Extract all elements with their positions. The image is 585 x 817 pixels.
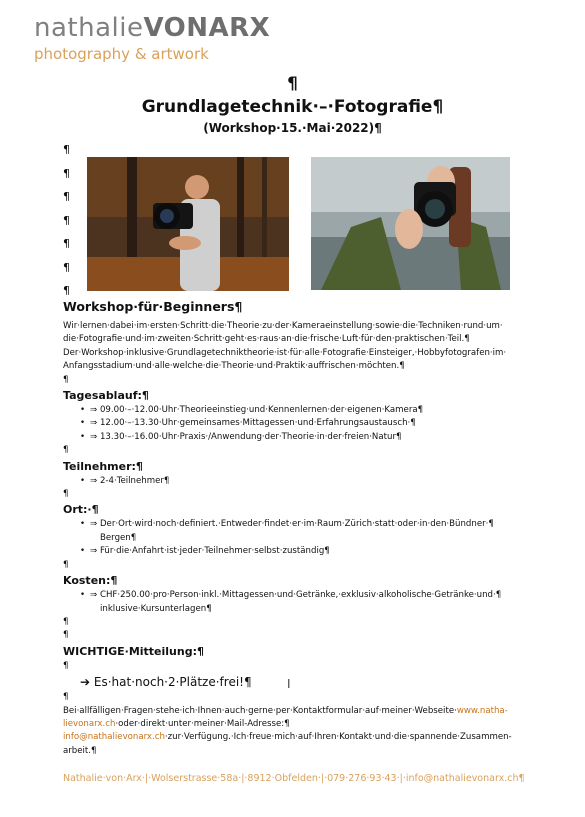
- empty-paragraph: ¶: [63, 559, 69, 570]
- pilcrow-line: ¶: [63, 260, 70, 274]
- logo-tagline-b: tography & artwork: [62, 45, 209, 63]
- bullet: •: [80, 519, 86, 530]
- bullet: •: [80, 475, 86, 486]
- intro-line: die·Fotografie·und·im·zweiten·Schritt·geht·es·raus·an·die·frische·Luft·für·den·praktischen·Teil.¶: [63, 334, 470, 345]
- pilcrow-line: ¶: [63, 143, 70, 156]
- list-item: [63, 431, 533, 444]
- pilcrow-line: ¶: [63, 237, 70, 250]
- list-item: [63, 545, 533, 558]
- empty-paragraph: ¶: [63, 374, 69, 385]
- list-item-text: Für·die·Anfahrt·ist·jeder·Teilnehmer·selbst·zuständig¶: [99, 546, 330, 557]
- list-item-text: 13.30·–·16.00·Uhr·Praxis·/Anwendung·der·Theorie·in·der·freien·Natur¶: [99, 431, 402, 442]
- list-item: [63, 404, 533, 417]
- arrow-marker: ⇒: [90, 418, 98, 429]
- arrow-marker: ⇒: [90, 546, 98, 557]
- arrow-marker: ⇒: [90, 431, 98, 442]
- closing-text: ·zur·Verfügung.·Ich·freue·mich·auf·Ihren·Kontakt·und·die·spannende·Zusammen-: [164, 732, 512, 743]
- arrow-marker: ⇒: [90, 590, 98, 601]
- text-cursor-icon: I: [287, 677, 291, 691]
- photo-camera-toss-image: [87, 157, 289, 291]
- empty-paragraph: ¶: [63, 489, 69, 500]
- empty-paragraph: ¶: [63, 616, 69, 627]
- logo-name-bold: VONARX: [143, 13, 271, 43]
- intro-line: Anfangsstadium·und·alle·welche·die·Theorie·und·Praktik·auffrischen·möchten.¶: [63, 361, 405, 372]
- workshop-heading: Workshop·für·Beginners¶: [63, 299, 243, 314]
- teilnehmer-list: [63, 475, 533, 488]
- pilcrow-line: ¶: [63, 166, 70, 180]
- teilnehmer-heading: Teilnehmer:¶: [63, 459, 143, 473]
- logo-tagline-a: pho: [34, 45, 63, 63]
- list-item-continuation: Bergen¶: [100, 532, 137, 543]
- bullet: •: [80, 431, 86, 442]
- bullet: •: [80, 405, 86, 416]
- arrow-right-icon: ➔: [80, 675, 91, 690]
- tagesablauf-list: [63, 404, 533, 444]
- bullet: •: [80, 418, 86, 429]
- arrow-marker: ⇒: [90, 519, 98, 530]
- empty-paragraph: ¶: [63, 692, 69, 703]
- empty-paragraph: ¶: [63, 630, 69, 641]
- list-item: [63, 518, 533, 545]
- logo-name-light: nathalie: [34, 13, 144, 43]
- notice-line: [63, 673, 533, 691]
- intro-line: Wir·lernen·dabei·im·ersten·Schritt·die·Theorie·zu·der·Kameraeinstellung·sowie·die·Techniken·rund·um·: [63, 321, 503, 331]
- ort-list: [63, 518, 533, 558]
- mitteilung-heading: WICHTIGE·Mitteilung:¶: [63, 644, 204, 658]
- arrow-marker: ⇒: [90, 475, 98, 486]
- pilcrow-line: ¶: [63, 190, 70, 203]
- list-item-text: CHF·250.00·pro·Person·inkl.·Mittagessen·und·Getränke,·exklusiv·alkoholische·Getränke·und·¶: [99, 590, 502, 601]
- list-item-text: 2-4·Teilnehmer¶: [99, 475, 170, 486]
- pilcrow-line: ¶: [63, 213, 70, 227]
- list-item-text: 12.00·–·13.30·Uhr·gemeinsames·Mittagessen·und·Erfahrungsaustausch·¶: [99, 418, 416, 429]
- photo-woman-camera: [311, 157, 510, 290]
- list-item: [63, 417, 533, 430]
- page-title: Grundlagetechnik·–·Fotografie¶: [141, 97, 444, 117]
- pilcrow-line: ¶: [63, 284, 70, 297]
- ort-heading: Ort:·¶: [63, 503, 99, 517]
- email-link[interactable]: info@nathalievonarx.ch: [63, 732, 165, 743]
- list-item: [63, 589, 533, 616]
- logo-tagline: [34, 45, 270, 63]
- arrow-marker: ⇒: [90, 405, 98, 416]
- page-subtitle: (Workshop·15.·Mai·2022)¶: [203, 121, 382, 135]
- logo: [34, 14, 270, 63]
- footer: Nathalie·von·Arx·|·Wolserstrasse·58a·|·8912·Obfelden·|·079·276·93·43·|·info@nathalievonarx.ch¶: [63, 773, 525, 784]
- list-item-continuation: inklusive·Kursunterlagen¶: [100, 603, 212, 614]
- photo-camera-toss: [87, 157, 289, 291]
- left-pilcrows: [63, 138, 70, 303]
- list-item-text: Der·Ort·wird·noch·definiert.·Entweder·findet·er·im·Raum·Zürich·statt·oder·in·den·Bündner·¶: [99, 519, 494, 530]
- tagesablauf-heading: Tagesablauf:¶: [63, 389, 149, 403]
- website-link-cont[interactable]: lievonarx.ch: [63, 718, 116, 729]
- bullet: •: [80, 546, 86, 557]
- list-item-text: 09.00·–·12.00·Uhr·Theorieeinstieg·und·Kennenlernen·der·eigenen·Kamera¶: [99, 405, 424, 416]
- intro-line: Der·Workshop·inklusive·Grundlagetechniktheorie·ist·für·alle·Fotografie·Einsteiger,·Hobbyfotografen·im·: [63, 347, 507, 358]
- photo-woman-camera-image: [311, 157, 510, 290]
- closing-line: arbeit.¶: [63, 745, 97, 756]
- website-link[interactable]: www.natha-: [456, 705, 508, 716]
- bullet: •: [80, 590, 86, 601]
- pilcrow-top: ¶: [287, 74, 298, 94]
- closing-line: [63, 718, 533, 731]
- kosten-heading: Kosten:¶: [63, 574, 118, 588]
- logo-name: [34, 14, 270, 42]
- closing-line: [63, 705, 533, 718]
- notice-text: Es·hat·noch·2·Plätze·frei!¶: [93, 675, 252, 690]
- empty-paragraph: ¶: [63, 445, 69, 456]
- closing-text: ·oder·direkt·unter·meiner·Mail-Adresse:¶: [115, 718, 290, 729]
- empty-paragraph: ¶: [63, 660, 69, 671]
- closing-text: Bei·allfälligen·Fragen·stehe·ich·Ihnen·auch·gerne·per·Kontaktformular·auf·meiner·Webseite·: [63, 705, 457, 716]
- kosten-list: [63, 589, 533, 616]
- closing-line: [63, 731, 533, 744]
- document-body: [63, 298, 533, 758]
- list-item: [63, 475, 533, 488]
